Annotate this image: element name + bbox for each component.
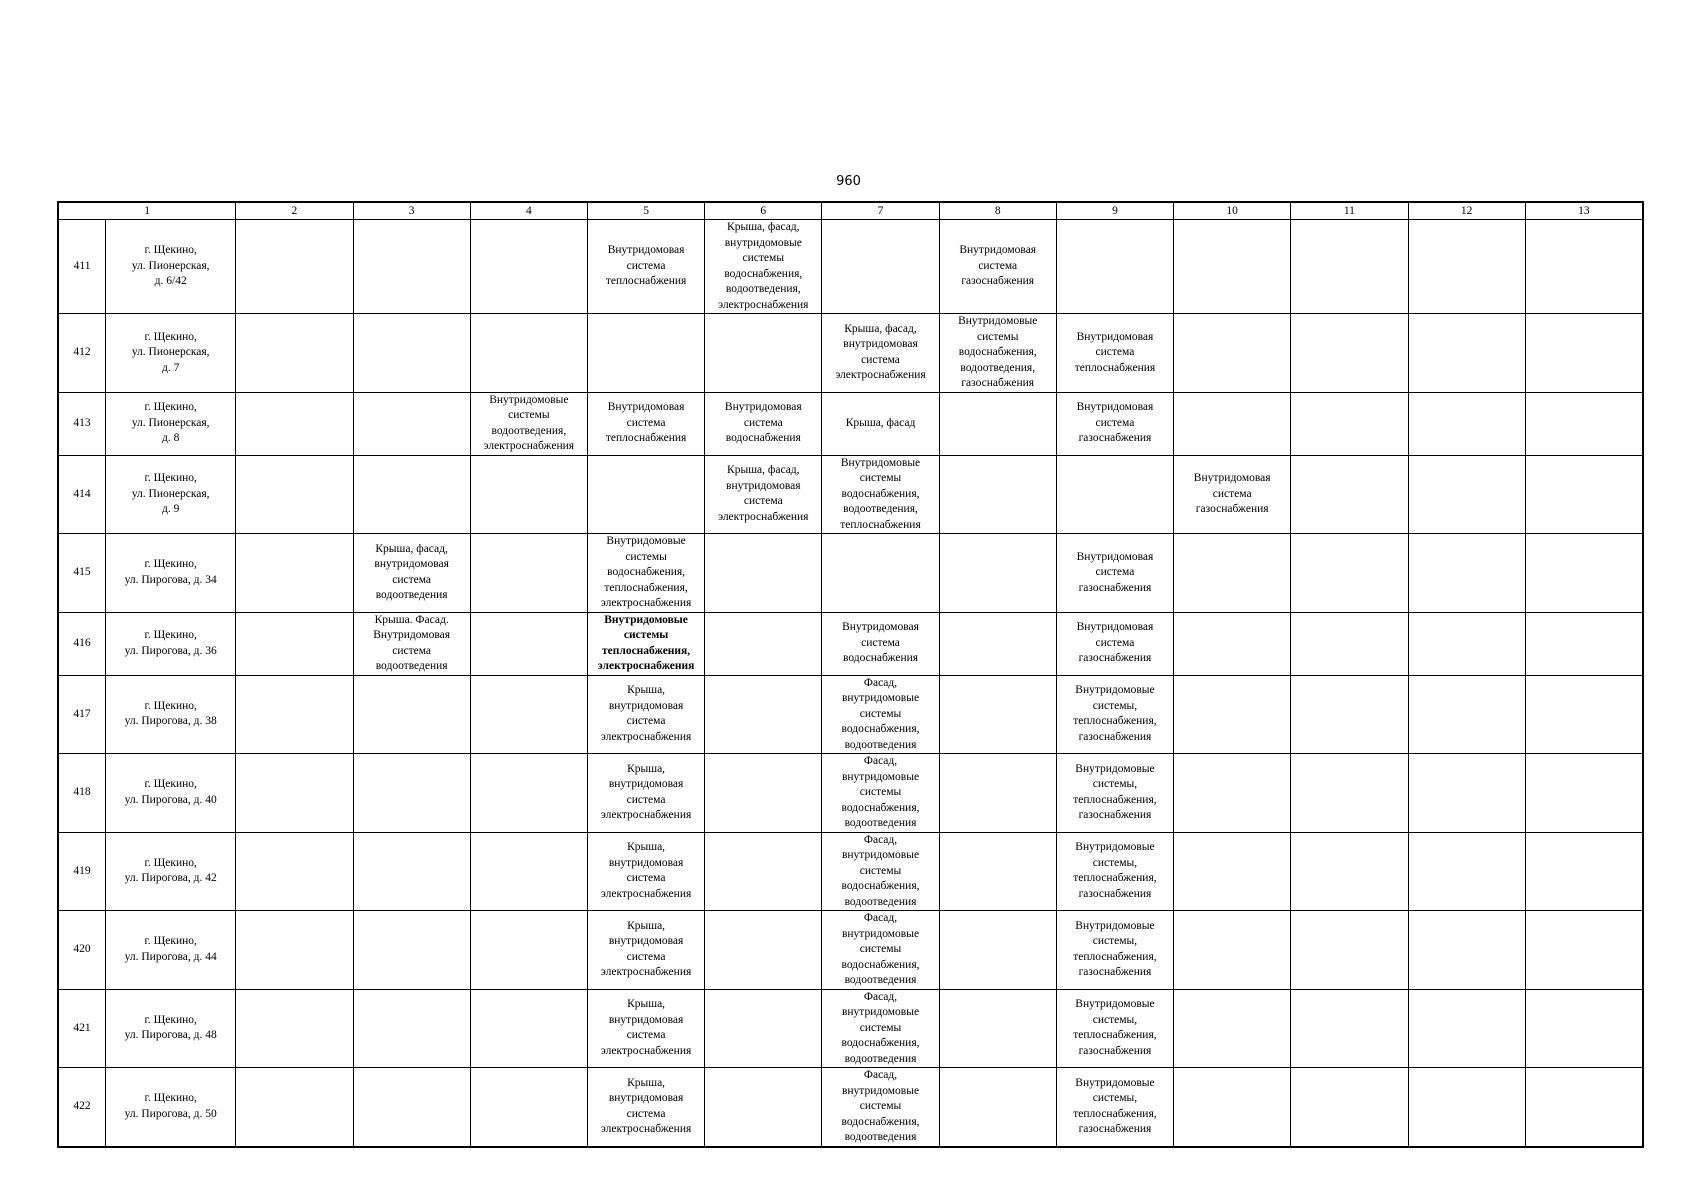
- address-cell: г. Щекино, ул. Пирогова, д. 42: [106, 832, 236, 911]
- work-cell-7: Фасад, внутридомовые системы водоснабжения, водоотведения: [822, 989, 939, 1068]
- address-cell: г. Щекино, ул. Пионерская, д. 6/42: [106, 220, 236, 314]
- work-cell-10: [1174, 989, 1291, 1068]
- row-number-cell: 420: [59, 911, 106, 990]
- address-cell: г. Щекино, ул. Пирогова, д. 50: [106, 1068, 236, 1147]
- work-cell-5: Внутридомовая система теплоснабжения: [587, 392, 704, 455]
- work-cell-2: [236, 220, 353, 314]
- row-number-cell: 421: [59, 989, 106, 1068]
- work-cell-6: [705, 675, 822, 754]
- work-cell-5: Крыша, внутридомовая система электроснабжения: [587, 754, 704, 833]
- header-cell: 13: [1525, 203, 1642, 220]
- work-cell-3: Крыша. Фасад. Внутридомовая система водоотведения: [353, 612, 470, 675]
- work-cell-3: [353, 220, 470, 314]
- work-cell-10: [1174, 314, 1291, 393]
- row-number-cell: 412: [59, 314, 106, 393]
- work-cell-8: [939, 832, 1056, 911]
- work-cell-12: [1408, 392, 1525, 455]
- header-row: [59, 203, 1643, 220]
- work-cell-2: [236, 1068, 353, 1147]
- header-cell: 5: [587, 203, 704, 220]
- work-cell-11: [1291, 754, 1408, 833]
- work-cell-2: [236, 989, 353, 1068]
- work-cell-6: [705, 534, 822, 613]
- work-cell-11: [1291, 534, 1408, 613]
- work-cell-9: Внутридомовые системы, теплоснабжения, газоснабжения: [1056, 1068, 1173, 1147]
- work-cell-3: [353, 754, 470, 833]
- work-cell-7: Крыша, фасад, внутридомовая система электроснабжения: [822, 314, 939, 393]
- table-row: [59, 832, 1643, 911]
- work-cell-8: [939, 911, 1056, 990]
- work-cell-11: [1291, 989, 1408, 1068]
- work-cell-8: [939, 455, 1056, 534]
- work-cell-2: [236, 314, 353, 393]
- work-cell-13: [1525, 754, 1642, 833]
- work-cell-4: [470, 220, 587, 314]
- address-cell: г. Щекино, ул. Пирогова, д. 44: [106, 911, 236, 990]
- work-cell-9: Внутридомовые системы, теплоснабжения, газоснабжения: [1056, 754, 1173, 833]
- work-cell-10: Внутридомовая система газоснабжения: [1174, 455, 1291, 534]
- work-cell-8: [939, 612, 1056, 675]
- header-cell: 3: [353, 203, 470, 220]
- work-cell-9: Внутридомовая система газоснабжения: [1056, 392, 1173, 455]
- work-cell-8: Внутридомовая система газоснабжения: [939, 220, 1056, 314]
- work-cell-5: Крыша, внутридомовая система электроснабжения: [587, 832, 704, 911]
- work-cell-11: [1291, 612, 1408, 675]
- address-cell: г. Щекино, ул. Пирогова, д. 36: [106, 612, 236, 675]
- table-row: [59, 675, 1643, 754]
- work-cell-12: [1408, 534, 1525, 613]
- work-cell-11: [1291, 314, 1408, 393]
- address-cell: г. Щекино, ул. Пирогова, д. 48: [106, 989, 236, 1068]
- work-cell-13: [1525, 392, 1642, 455]
- work-cell-5: [587, 314, 704, 393]
- work-cell-6: [705, 612, 822, 675]
- table-row: [59, 314, 1643, 393]
- work-cell-2: [236, 534, 353, 613]
- work-cell-13: [1525, 455, 1642, 534]
- address-cell: г. Щекино, ул. Пионерская, д. 9: [106, 455, 236, 534]
- work-cell-11: [1291, 1068, 1408, 1147]
- work-cell-6: [705, 989, 822, 1068]
- work-cell-5: Внутридомовые системы водоснабжения, теплоснабжения, электроснабжения: [587, 534, 704, 613]
- work-cell-10: [1174, 220, 1291, 314]
- work-cell-2: [236, 911, 353, 990]
- work-cell-9: Внутридомовая система газоснабжения: [1056, 612, 1173, 675]
- work-cell-13: [1525, 314, 1642, 393]
- table-row: [59, 392, 1643, 455]
- work-cell-3: [353, 314, 470, 393]
- page-number: 960: [836, 174, 861, 189]
- work-cell-9: [1056, 220, 1173, 314]
- work-cell-10: [1174, 911, 1291, 990]
- table-row: [59, 754, 1643, 833]
- work-cell-6: [705, 1068, 822, 1147]
- row-number-cell: 419: [59, 832, 106, 911]
- address-cell: г. Щекино, ул. Пирогова, д. 40: [106, 754, 236, 833]
- work-cell-4: Внутридомовые системы водоотведения, электроснабжения: [470, 392, 587, 455]
- work-cell-7: Фасад, внутридомовые системы водоснабжения, водоотведения: [822, 1068, 939, 1147]
- work-cell-4: [470, 612, 587, 675]
- work-cell-8: [939, 989, 1056, 1068]
- work-cell-7: Внутридомовые системы водоснабжения, водоотведения, теплоснабжения: [822, 455, 939, 534]
- work-cell-13: [1525, 612, 1642, 675]
- row-number-cell: 413: [59, 392, 106, 455]
- work-cell-6: [705, 911, 822, 990]
- work-cell-9: Внутридомовые системы, теплоснабжения, газоснабжения: [1056, 911, 1173, 990]
- work-cell-3: [353, 392, 470, 455]
- work-cell-3: [353, 1068, 470, 1147]
- header-cell: 7: [822, 203, 939, 220]
- header-cell: 9: [1056, 203, 1173, 220]
- work-cell-13: [1525, 832, 1642, 911]
- work-cell-3: [353, 832, 470, 911]
- row-number-cell: 415: [59, 534, 106, 613]
- work-cell-3: [353, 989, 470, 1068]
- work-cell-12: [1408, 612, 1525, 675]
- work-cell-7: [822, 534, 939, 613]
- work-cell-6: Крыша, фасад, внутридомовые системы водоснабжения, водоотведения, электроснабжения: [705, 220, 822, 314]
- work-cell-4: [470, 534, 587, 613]
- work-cell-9: Внутридомовые системы, теплоснабжения, газоснабжения: [1056, 989, 1173, 1068]
- header-cell: 11: [1291, 203, 1408, 220]
- work-cell-10: [1174, 754, 1291, 833]
- work-cell-12: [1408, 314, 1525, 393]
- work-cell-11: [1291, 675, 1408, 754]
- work-cell-12: [1408, 754, 1525, 833]
- work-cell-4: [470, 911, 587, 990]
- work-cell-6: [705, 314, 822, 393]
- work-cell-13: [1525, 534, 1642, 613]
- work-cell-6: [705, 832, 822, 911]
- work-cell-7: Крыша, фасад: [822, 392, 939, 455]
- row-number-cell: 422: [59, 1068, 106, 1147]
- header-cell: 12: [1408, 203, 1525, 220]
- work-cell-7: Фасад, внутридомовые системы водоснабжения, водоотведения: [822, 832, 939, 911]
- work-cell-5: Крыша, внутридомовая система электроснабжения: [587, 989, 704, 1068]
- work-cell-12: [1408, 989, 1525, 1068]
- work-cell-3: [353, 911, 470, 990]
- work-cell-5: Внутридомовая система теплоснабжения: [587, 220, 704, 314]
- table-row: [59, 455, 1643, 534]
- work-cell-2: [236, 455, 353, 534]
- work-cell-12: [1408, 675, 1525, 754]
- work-cell-4: [470, 455, 587, 534]
- work-cell-10: [1174, 612, 1291, 675]
- header-cell: 8: [939, 203, 1056, 220]
- work-cell-6: Крыша, фасад, внутридомовая система электроснабжения: [705, 455, 822, 534]
- table-row: [59, 989, 1643, 1068]
- work-cell-11: [1291, 392, 1408, 455]
- work-cell-4: [470, 989, 587, 1068]
- work-cell-2: [236, 392, 353, 455]
- row-number-cell: 411: [59, 220, 106, 314]
- work-cell-12: [1408, 220, 1525, 314]
- header-cell: 1: [59, 203, 236, 220]
- table-row: [59, 612, 1643, 675]
- work-cell-9: Внутридомовые системы, теплоснабжения, газоснабжения: [1056, 832, 1173, 911]
- work-cell-5: [587, 455, 704, 534]
- work-cell-9: Внутридомовая система газоснабжения: [1056, 534, 1173, 613]
- row-number-cell: 417: [59, 675, 106, 754]
- work-cell-12: [1408, 1068, 1525, 1147]
- work-cell-2: [236, 754, 353, 833]
- work-cell-7: Фасад, внутридомовые системы водоснабжения, водоотведения: [822, 754, 939, 833]
- work-cell-8: [939, 534, 1056, 613]
- work-cell-13: [1525, 989, 1642, 1068]
- work-cell-11: [1291, 220, 1408, 314]
- work-cell-8: [939, 675, 1056, 754]
- work-cell-10: [1174, 392, 1291, 455]
- work-cell-11: [1291, 455, 1408, 534]
- work-cell-7: Фасад, внутридомовые системы водоснабжения, водоотведения: [822, 675, 939, 754]
- header-cell: 4: [470, 203, 587, 220]
- work-cell-4: [470, 314, 587, 393]
- work-cell-4: [470, 754, 587, 833]
- work-cell-6: [705, 754, 822, 833]
- work-cell-13: [1525, 1068, 1642, 1147]
- work-cell-9: Внутридомовая система теплоснабжения: [1056, 314, 1173, 393]
- work-cell-4: [470, 1068, 587, 1147]
- work-cell-8: Внутридомовые системы водоснабжения, водоотведения, газоснабжения: [939, 314, 1056, 393]
- work-cell-2: [236, 675, 353, 754]
- work-cell-11: [1291, 911, 1408, 990]
- work-cell-8: [939, 1068, 1056, 1147]
- schedule-table: [58, 202, 1643, 1147]
- header-cell: 10: [1174, 203, 1291, 220]
- header-cell: 2: [236, 203, 353, 220]
- work-cell-10: [1174, 832, 1291, 911]
- work-cell-13: [1525, 675, 1642, 754]
- work-cell-13: [1525, 220, 1642, 314]
- work-cell-10: [1174, 1068, 1291, 1147]
- work-cell-3: Крыша, фасад, внутридомовая система водоотведения: [353, 534, 470, 613]
- work-cell-7: Фасад, внутридомовые системы водоснабжения, водоотведения: [822, 911, 939, 990]
- work-cell-5: Внутридомовые системы теплоснабжения, электроснабжения: [587, 612, 704, 675]
- work-cell-8: [939, 392, 1056, 455]
- address-cell: г. Щекино, ул. Пирогова, д. 34: [106, 534, 236, 613]
- table-row: [59, 911, 1643, 990]
- address-cell: г. Щекино, ул. Пионерская, д. 8: [106, 392, 236, 455]
- row-number-cell: 418: [59, 754, 106, 833]
- work-cell-6: Внутридомовая система водоснабжения: [705, 392, 822, 455]
- row-number-cell: 416: [59, 612, 106, 675]
- header-cell: 6: [705, 203, 822, 220]
- work-cell-12: [1408, 911, 1525, 990]
- work-cell-2: [236, 832, 353, 911]
- work-cell-9: Внутридомовые системы, теплоснабжения, газоснабжения: [1056, 675, 1173, 754]
- address-cell: г. Щекино, ул. Пионерская, д. 7: [106, 314, 236, 393]
- work-cell-3: [353, 455, 470, 534]
- work-cell-2: [236, 612, 353, 675]
- address-cell: г. Щекино, ул. Пирогова, д. 38: [106, 675, 236, 754]
- work-cell-7: Внутридомовая система водоснабжения: [822, 612, 939, 675]
- work-cell-5: Крыша, внутридомовая система электроснабжения: [587, 675, 704, 754]
- work-cell-7: [822, 220, 939, 314]
- work-cell-12: [1408, 832, 1525, 911]
- work-cell-8: [939, 754, 1056, 833]
- work-cell-3: [353, 675, 470, 754]
- work-cell-4: [470, 675, 587, 754]
- row-number-cell: 414: [59, 455, 106, 534]
- table-row: [59, 534, 1643, 613]
- work-cell-13: [1525, 911, 1642, 990]
- table-row: [59, 220, 1643, 314]
- work-cell-4: [470, 832, 587, 911]
- work-cell-12: [1408, 455, 1525, 534]
- table-row: [59, 1068, 1643, 1147]
- work-cell-5: Крыша, внутридомовая система электроснабжения: [587, 1068, 704, 1147]
- work-cell-10: [1174, 675, 1291, 754]
- work-cell-5: Крыша, внутридомовая система электроснабжения: [587, 911, 704, 990]
- work-cell-10: [1174, 534, 1291, 613]
- work-cell-9: [1056, 455, 1173, 534]
- work-cell-11: [1291, 832, 1408, 911]
